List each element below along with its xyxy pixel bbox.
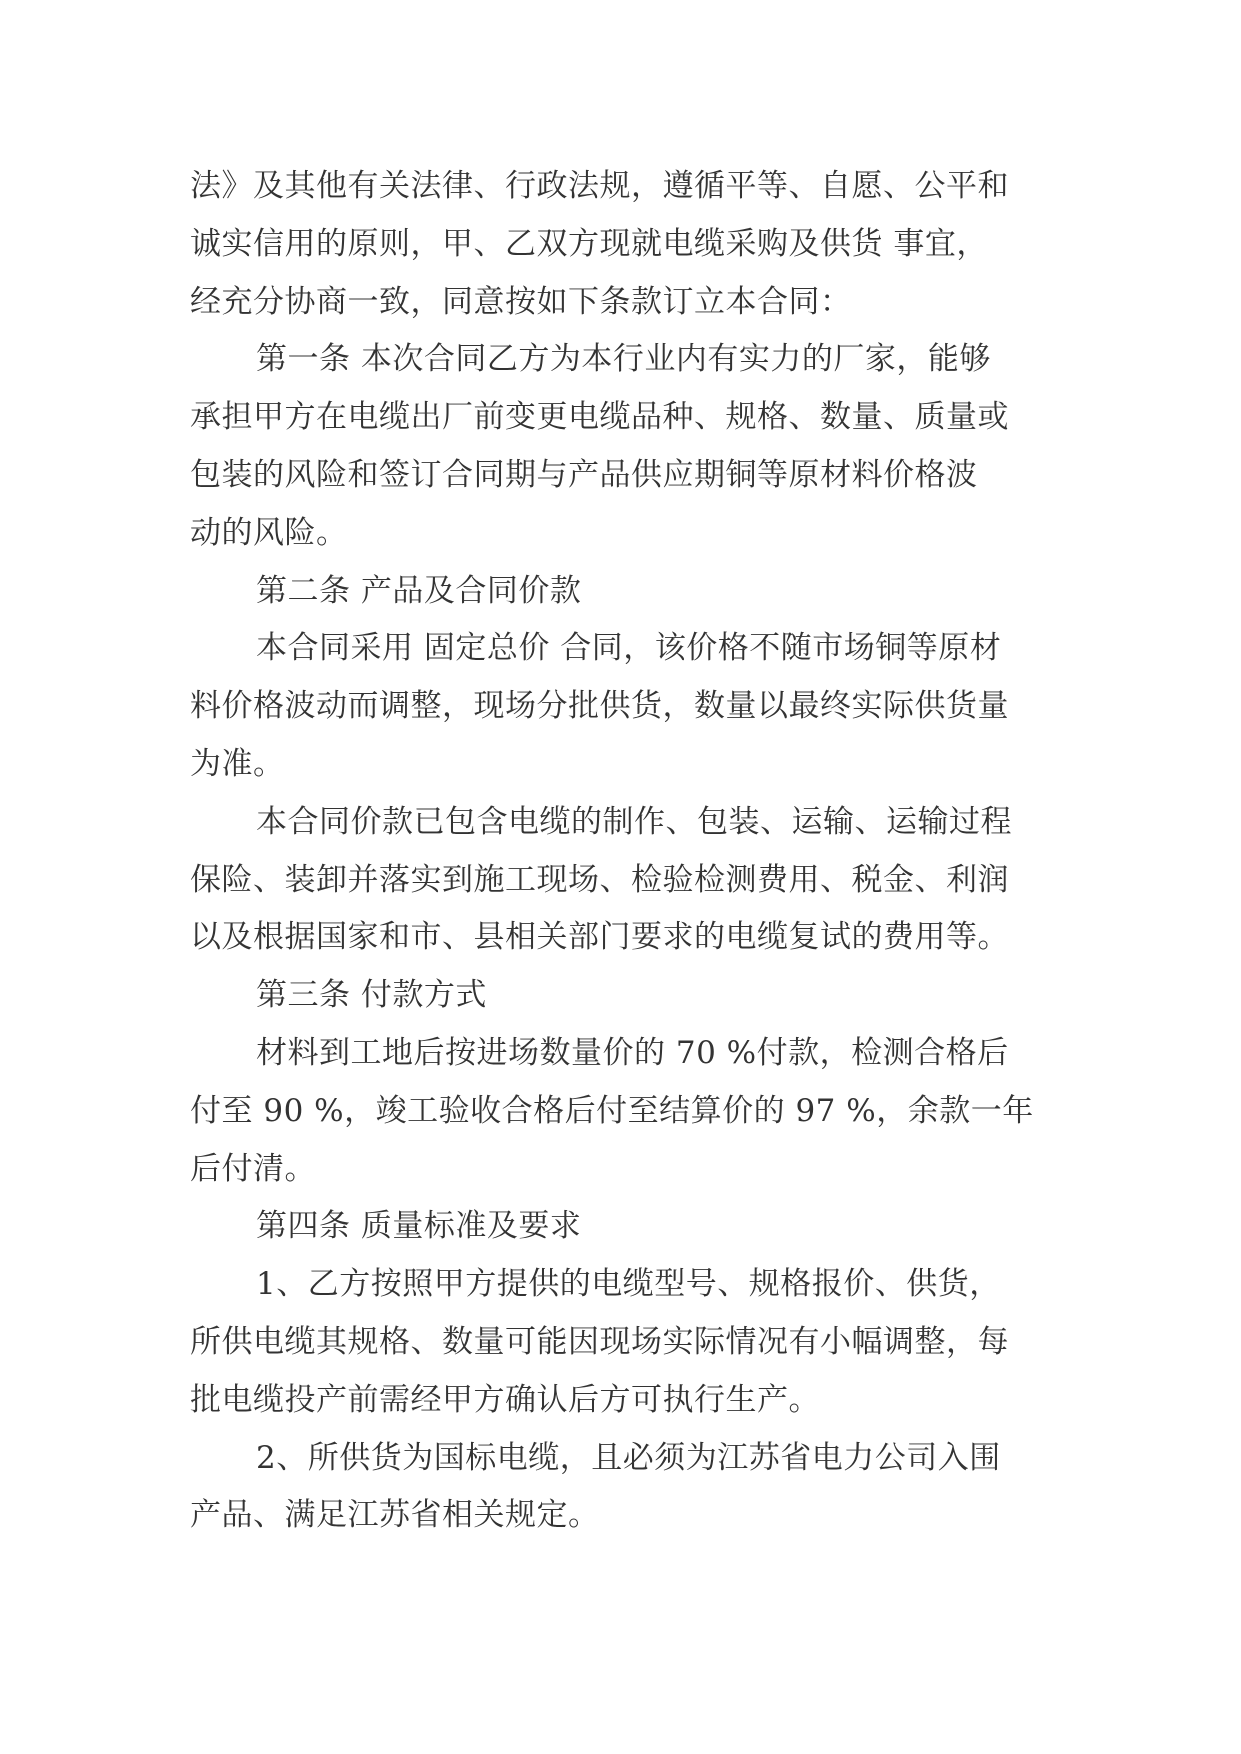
article-1-heading-line: 第一条 本次合同乙方为本行业内有实力的厂家，能够 [256, 341, 991, 378]
text-line: 本合同价款已包含电缆的制作、包装、运输、运输过程 [256, 803, 1012, 840]
text-line: 经充分协商一致，同意按如下条款订立本合同： [190, 283, 852, 320]
text-line: 本合同采用 固定总价 合同，该价格不随市场铜等原材 [256, 630, 1002, 667]
article-3-heading [190, 967, 1060, 1025]
section-heading: 第二条 产品及合同价款 [256, 572, 582, 609]
text-line: 产品、满足江苏省相关规定。 [190, 1497, 600, 1534]
article-2-heading [190, 563, 1060, 621]
article-4-item-1 [190, 1256, 1060, 1429]
text-line: 包装的风险和签订合同期与产品供应期铜等原材料价格波 [190, 456, 978, 493]
text-line: 动的风险。 [190, 514, 348, 551]
text-line: 承担甲方在电缆出厂前变更电缆品种、规格、数量、质量或 [190, 399, 1009, 436]
text-line: 法》及其他有关法律、行政法规，遵循平等、自愿、公平和 [190, 168, 1009, 204]
article-3-paragraph [190, 1025, 1060, 1198]
section-heading: 第三条 付款方式 [256, 977, 487, 1014]
text-line: 以及根据国家和市、县相关部门要求的电缆复试的费用等。 [190, 919, 1009, 956]
text-line: 所供电缆其规格、数量可能因现场实际情况有小幅调整，每 [190, 1323, 1009, 1360]
article-2-paragraph-2 [190, 794, 1060, 967]
text-line: 料价格波动而调整，现场分批供货，数量以最终实际供货量 [190, 688, 1009, 725]
text-line: 保险、装卸并落实到施工现场、检验检测费用、税金、利润 [190, 861, 1009, 898]
article-1-paragraph [190, 331, 1060, 562]
text-line: 付至 90 %，竣工验收合格后付至结算价的 97 %，余款一年 [190, 1092, 1034, 1129]
document-body [190, 158, 1060, 1545]
article-2-paragraph-1 [190, 620, 1060, 793]
article-4-heading [190, 1198, 1060, 1256]
text-line: 材料到工地后按进场数量价的 70 %付款，检测合格后 [256, 1034, 1009, 1071]
text-line: 为准。 [190, 745, 285, 782]
text-line: 后付清。 [190, 1150, 316, 1187]
text-line: 批电缆投产前需经甲方确认后方可执行生产。 [190, 1381, 820, 1418]
preamble-paragraph [190, 158, 1060, 331]
section-heading: 第四条 质量标准及要求 [256, 1208, 582, 1245]
text-line: 1、乙方按照甲方提供的电缆型号、规格报价、供货， [256, 1266, 1001, 1303]
article-4-item-2 [190, 1430, 1060, 1546]
text-line: 2、所供货为国标电缆，且必须为江苏省电力公司入围 [256, 1439, 1001, 1476]
text-line: 诚实信用的原则，甲、乙双方现就电缆采购及供货 事宜， [190, 225, 988, 262]
